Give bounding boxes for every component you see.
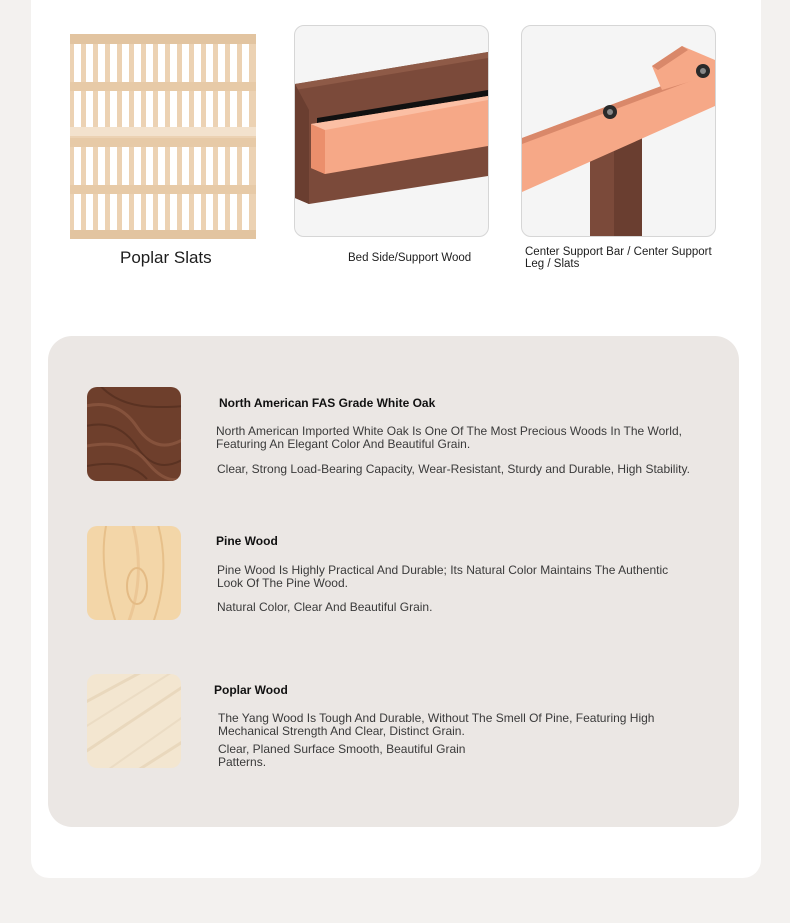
center-support-caption: Center Support Bar / Center Support Leg / Slats: [525, 246, 712, 270]
center-support-illustration-icon: [522, 26, 715, 236]
poplar-slats-icon: [70, 34, 256, 239]
bed-side-support-image: [294, 25, 489, 237]
poplar-description: The Yang Wood Is Tough And Durable, Without The Smell Of Pine, Featuring High Mechanical Strength And Clear, Distinct Grain.: [218, 711, 655, 738]
poplar-swatch-icon: [87, 674, 181, 768]
bed-side-support-wood-icon: [295, 26, 488, 236]
white-oak-title: North American FAS Grade White Oak: [219, 396, 436, 410]
white-oak-description: North American Imported White Oak Is One Of The Most Precious Woods In The World, Featuring An Elegant Color And Beautiful Grain.: [216, 424, 682, 451]
white-oak-features: Clear, Strong Load-Bearing Capacity, Wear-Resistant, Sturdy and Durable, High Stability.: [217, 462, 690, 476]
poplar-slats-image: [70, 34, 256, 239]
center-support-image: [521, 25, 716, 237]
pine-description: Pine Wood Is Highly Practical And Durable; Its Natural Color Maintains The Authentic Look Of The Pine Wood.: [217, 563, 669, 590]
poplar-title: Poplar Wood: [214, 683, 288, 697]
bed-side-support-caption: Bed Side/Support Wood: [348, 252, 472, 264]
poplar-slats-caption: Poplar Slats: [120, 248, 212, 267]
pine-features: Natural Color, Clear And Beautiful Grain.: [217, 600, 433, 614]
poplar-features: Clear, Planed Surface Smooth, Beautiful Grain Patterns.: [218, 742, 466, 769]
pine-swatch-icon: [87, 526, 181, 620]
white-oak-swatch-icon: [87, 387, 181, 481]
materials-panel: [48, 336, 739, 827]
pine-title: Pine Wood: [216, 534, 278, 548]
